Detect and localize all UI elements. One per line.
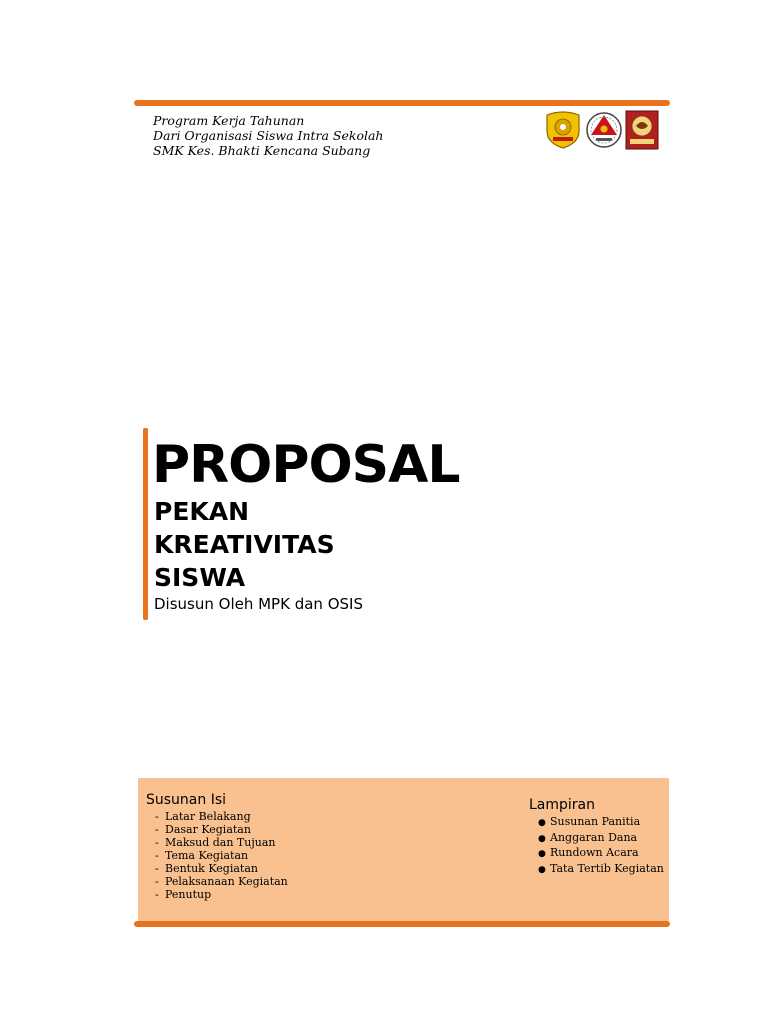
contents-item: - Penutup — [155, 888, 212, 901]
author-line: Disusun Oleh MPK dan OSIS — [154, 595, 363, 613]
appendix-item: ● Rundown Acara — [538, 846, 664, 862]
event-title-line-1: PEKAN — [154, 497, 250, 526]
proposal-title: PROPOSAL — [152, 435, 460, 495]
header-line-program: Program Kerja Tahunan — [153, 113, 305, 128]
contents-heading: Susunan Isi — [146, 792, 227, 808]
bullet-icon: ● — [538, 864, 546, 875]
event-title-line-3: SISWA — [154, 563, 246, 592]
bullet-icon: ● — [538, 818, 546, 828]
contents-item: - Dasar Kegiatan — [155, 823, 251, 836]
header-text — [153, 113, 383, 158]
bottom-divider — [134, 921, 670, 927]
contents-item: - Latar Belakang — [155, 810, 251, 823]
bullet-icon: ● — [538, 833, 546, 844]
header-line-school: SMK Kes. Bhakti Kencana Subang — [153, 143, 371, 158]
school-shield-logo — [543, 111, 583, 149]
appendix-item: ● Anggaran Dana — [538, 831, 664, 847]
event-title-line-2: KREATIVITAS — [154, 530, 335, 559]
contents-list — [155, 810, 288, 901]
appendix-heading: Lampiran — [529, 797, 596, 813]
contents-box — [138, 778, 669, 921]
osis-emblem-logo — [585, 109, 623, 151]
appendix-item: ● Susunan Panitia — [538, 815, 664, 831]
contents-item: - Tema Kegiatan — [155, 849, 249, 862]
appendix-item: ● Tata Tertib Kegiatan — [538, 862, 664, 878]
title-accent-bar — [143, 428, 148, 620]
logo-group — [543, 109, 659, 151]
mpk-emblem-logo — [625, 110, 659, 150]
bullet-icon: ● — [538, 849, 546, 859]
header-line-organization: Dari Organisasi Siswa Intra Sekolah — [153, 128, 384, 143]
appendix-list — [538, 815, 664, 877]
contents-item: - Pelaksanaan Kegiatan — [155, 875, 288, 888]
contents-item: - Maksud dan Tujuan — [155, 836, 276, 849]
contents-item: - Bentuk Kegiatan — [155, 862, 258, 875]
top-divider — [134, 100, 670, 106]
